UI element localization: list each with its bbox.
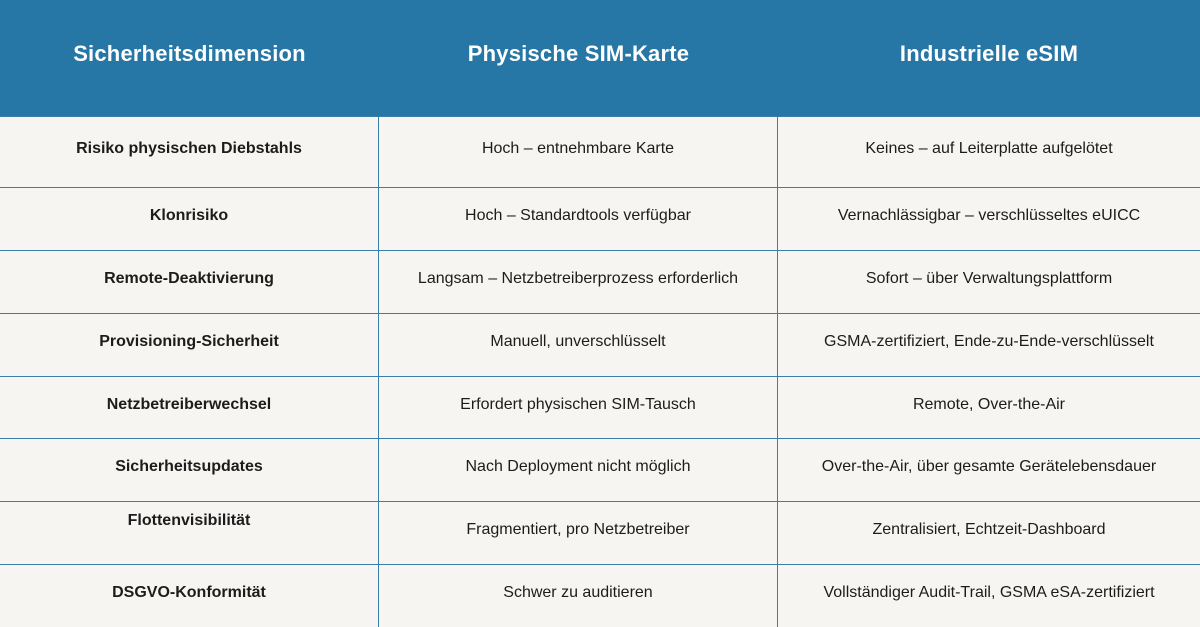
table-row	[0, 564, 1200, 627]
row-esim-value: Vollständiger Audit-Trail, GSMA eSA-zertifiziert	[823, 584, 1155, 601]
table-row	[0, 376, 1200, 438]
row-physical-value: Langsam – Netzbetreiberprozess erforderlich	[379, 251, 778, 313]
row-physical-value: Hoch – entnehmbare Karte	[379, 117, 778, 187]
row-physical-value: Schwer zu auditieren	[379, 565, 778, 627]
row-dimension: Provisioning-Sicherheit	[0, 314, 379, 376]
row-physical-value: Erfordert physischen SIM-Tausch	[379, 377, 778, 438]
header-industrial-esim: Industrielle eSIM	[899, 41, 1079, 66]
row-dimension: Sicherheitsupdates	[0, 439, 379, 501]
table-row	[0, 313, 1200, 376]
table-header	[0, 0, 1200, 116]
row-esim-value: Sofort – über Verwaltungsplattform	[865, 270, 1113, 287]
row-physical-value: Manuell, unverschlüsselt	[379, 314, 778, 376]
row-dimension: Remote-Deaktivierung	[0, 251, 379, 313]
row-physical-value: Hoch – Standardtools verfügbar	[379, 188, 778, 250]
row-dimension: Netzbetreiberwechsel	[0, 377, 379, 438]
row-dimension: Risiko physischen Diebstahls	[0, 117, 379, 187]
table-row	[0, 187, 1200, 250]
row-physical-value: Fragmentiert, pro Netzbetreiber	[379, 502, 778, 564]
row-esim-value: Zentralisiert, Echtzeit-Dashboard	[872, 521, 1106, 538]
row-esim-value: Keines – auf Leiterplatte aufgelötet	[865, 140, 1113, 157]
row-dimension: Flottenvisibilität	[0, 502, 379, 564]
row-esim-value: GSMA-zertifiziert, Ende-zu-Ende-verschlüsselt	[824, 333, 1154, 350]
row-esim-value: Remote, Over-the-Air	[912, 395, 1066, 413]
row-esim-value: Over-the-Air, über gesamte Gerätelebensdauer	[821, 458, 1157, 475]
row-dimension: Klonrisiko	[0, 188, 379, 250]
header-physical-sim: Physische SIM-Karte	[467, 41, 690, 66]
row-physical-value: Nach Deployment nicht möglich	[379, 439, 778, 501]
header-dimension: Sicherheitsdimension	[73, 41, 306, 66]
table-row	[0, 250, 1200, 313]
table-row	[0, 438, 1200, 501]
row-dimension: DSGVO-Konformität	[0, 565, 379, 627]
row-esim-value: Vernachlässigbar – verschlüsseltes eUICC	[837, 207, 1141, 224]
table-row	[0, 501, 1200, 564]
table-row	[0, 116, 1200, 187]
